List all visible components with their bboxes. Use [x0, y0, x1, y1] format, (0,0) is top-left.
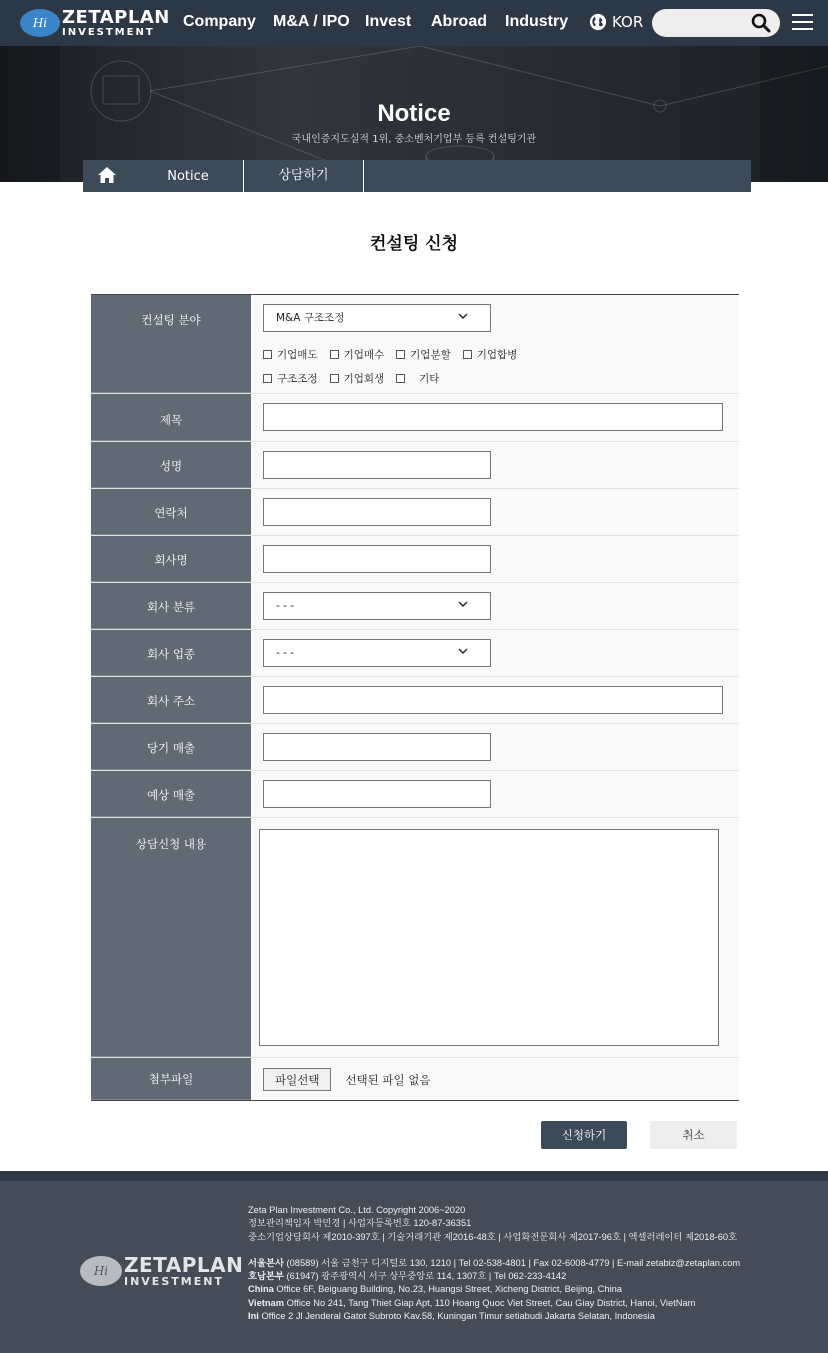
consulting-field-select[interactable]	[263, 304, 491, 332]
subnav-divider	[363, 160, 364, 192]
checkbox-box[interactable]	[330, 350, 339, 359]
logo-badge: Hi	[20, 9, 60, 37]
form-row-address	[91, 677, 739, 724]
chevron-down-icon	[458, 313, 468, 320]
subject-input[interactable]	[263, 403, 723, 431]
checkbox-label: 기업매수	[343, 348, 385, 361]
site-footer	[0, 1171, 828, 1353]
checkbox-sell[interactable]	[263, 347, 318, 362]
checkbox-merge[interactable]	[463, 347, 518, 362]
form-row-company-type	[91, 583, 739, 630]
field-label: 컨설팅 분야	[91, 295, 251, 393]
cancel-button[interactable]: 취소	[650, 1121, 737, 1149]
checkbox-box[interactable]	[463, 350, 472, 359]
footer-vietnam-label: Vietnam	[248, 1297, 284, 1308]
form-row-attachment	[91, 1058, 739, 1100]
address-label: 회사 주소	[91, 677, 251, 723]
nav-invest[interactable]: Invest	[365, 13, 412, 30]
language-selector[interactable]	[589, 13, 643, 31]
chevron-down-icon	[458, 648, 468, 655]
nav-industry[interactable]: Industry	[505, 13, 569, 30]
checkbox-box[interactable]	[263, 350, 272, 359]
subject-label: 제목	[91, 394, 251, 441]
expected-sales-input[interactable]	[263, 780, 491, 808]
consulting-field-select-value: M&A 구조조정	[276, 312, 345, 324]
search-input[interactable]	[652, 9, 780, 37]
attachment-label: 첨부파일	[91, 1058, 251, 1100]
logo-text-line1: ZETAPLAN	[62, 6, 170, 28]
subnav-tab-notice[interactable]: Notice	[167, 169, 209, 184]
consulting-form	[91, 294, 739, 1101]
checkbox-restructure[interactable]	[263, 371, 318, 386]
checkbox-box[interactable]	[330, 374, 339, 383]
footer-ini-text: Office 2 Jl Jenderal Gatot Subroto Kav.58, Kuningan Timur setiabudi Jakarta Selatan, Indonesia	[261, 1311, 655, 1322]
form-row-name	[91, 442, 739, 489]
company-industry-select-value: - - -	[276, 647, 295, 659]
company-industry-label: 회사 업종	[91, 630, 251, 676]
content-label: 상담신청 내용	[91, 818, 251, 1057]
footer-line3: 중소기업상담회사 제2010-397호 | 기술거래기관 제2016-48호 | 사업화전문회사 제2017-96호 | 엑셀러레이터 제2018-60호	[248, 1231, 738, 1242]
file-status-text: 선택된 파일 없음	[345, 1072, 431, 1087]
nav-abroad[interactable]: Abroad	[431, 13, 487, 30]
footer-logo-line1: ZETAPLAN	[124, 1253, 244, 1277]
footer-seoul-text: (08589) 서울 금천구 디지털로 130, 1210 | Tel 02-538-4801 | Fax 02-6008-4779 | E-mail zetabiz@zetaplan.com	[286, 1257, 741, 1268]
logo-text-line2: INVESTMENT	[62, 26, 155, 38]
company-industry-select[interactable]	[263, 639, 491, 667]
footer-line2: 정보관리책임자 박민경 | 사업자등록번호 120-87-36351	[248, 1218, 472, 1229]
company-label: 회사명	[91, 536, 251, 582]
footer-copyright: Zeta Plan Investment Co., Ltd. Copyright 2006~2020	[248, 1205, 466, 1215]
footer-seoul-label: 서울본사	[248, 1257, 284, 1268]
form-row-current-sales	[91, 724, 739, 771]
form-row-subject	[91, 394, 739, 442]
contact-input[interactable]	[263, 498, 491, 526]
banner-title: Notice	[377, 100, 451, 127]
footer-vietnam-text: Office No 241, Tang Thiet Giap Apt, 110 Hoang Quoc Viet Street, Cau Giay District, Hanoi, VietNam	[286, 1297, 696, 1308]
footer-china-label: China	[248, 1284, 274, 1295]
name-input[interactable]	[263, 451, 491, 479]
search-icon[interactable]	[751, 13, 771, 33]
checkbox-buy[interactable]	[330, 347, 385, 362]
checkbox-label: 구조조정	[277, 372, 318, 385]
top-navbar	[0, 0, 828, 46]
subnav-tab-consult[interactable]: 상담하기	[278, 168, 329, 183]
checkbox-box[interactable]	[396, 374, 405, 383]
footer-logo-badge: Hi	[80, 1256, 122, 1286]
checkbox-label: 기업회생	[343, 372, 385, 385]
language-label: KOR	[612, 13, 644, 31]
form-row-contact	[91, 489, 739, 536]
footer-china-text: Office 6F, Beiguang Building, No.23, Huangsi Street, Xicheng District, Beijing, China	[276, 1284, 622, 1295]
name-label: 성명	[91, 442, 251, 488]
nav-ma-ipo[interactable]: M&A / IPO	[273, 13, 350, 30]
chevron-down-icon	[458, 601, 468, 608]
company-input[interactable]	[263, 545, 491, 573]
submit-button[interactable]: 신청하기	[541, 1121, 627, 1149]
banner-subtitle: 국내인증지도실적 1위, 중소벤처기업부 등록 컨설팅기관	[291, 134, 537, 145]
address-input[interactable]	[263, 686, 723, 714]
checkbox-label: 기업분할	[410, 348, 451, 361]
form-row-content	[91, 818, 739, 1058]
contact-label: 연락처	[91, 489, 251, 535]
company-type-select-value: - - -	[276, 600, 295, 612]
site-logo[interactable]	[20, 8, 170, 38]
choose-file-button[interactable]: 파일선택	[263, 1068, 331, 1091]
checkbox-label: 기타	[419, 372, 440, 385]
company-type-select[interactable]	[263, 592, 491, 620]
checkbox-box[interactable]	[263, 374, 272, 383]
form-row-expected-sales	[91, 771, 739, 818]
footer-company-info	[248, 1204, 740, 1323]
form-row-field	[91, 295, 739, 394]
page-title: 컨설팅 신청	[369, 234, 459, 254]
hamburger-menu-icon[interactable]	[792, 14, 813, 30]
checkbox-other[interactable]	[396, 371, 439, 386]
checkbox-label: 기업합병	[476, 348, 518, 361]
checkbox-rehabilitation[interactable]	[330, 371, 385, 386]
current-sales-input[interactable]	[263, 733, 491, 761]
form-row-company	[91, 536, 739, 583]
checkbox-split[interactable]	[396, 347, 451, 362]
checkbox-box[interactable]	[396, 350, 405, 359]
home-icon[interactable]	[97, 166, 117, 184]
company-type-label: 회사 분류	[91, 583, 251, 629]
checkbox-label: 기업매도	[277, 348, 318, 361]
footer-logo[interactable]	[80, 1255, 243, 1287]
nav-company[interactable]: Company	[183, 13, 256, 30]
footer-logo-line2: INVESTMENT	[124, 1275, 224, 1288]
current-sales-label: 당기 매출	[91, 724, 251, 770]
form-row-company-industry	[91, 630, 739, 677]
sub-navigation	[83, 160, 751, 192]
expected-sales-label: 예상 매출	[91, 771, 251, 817]
globe-icon	[589, 13, 607, 31]
footer-ini-label: Ini	[248, 1311, 259, 1322]
content-textarea[interactable]	[259, 829, 719, 1046]
footer-honam-text: (61947) 광주광역시 서구 상무중앙로 114, 1307호 | Tel 062-233-4142	[286, 1271, 567, 1282]
footer-honam-label: 호남본부	[248, 1271, 284, 1282]
